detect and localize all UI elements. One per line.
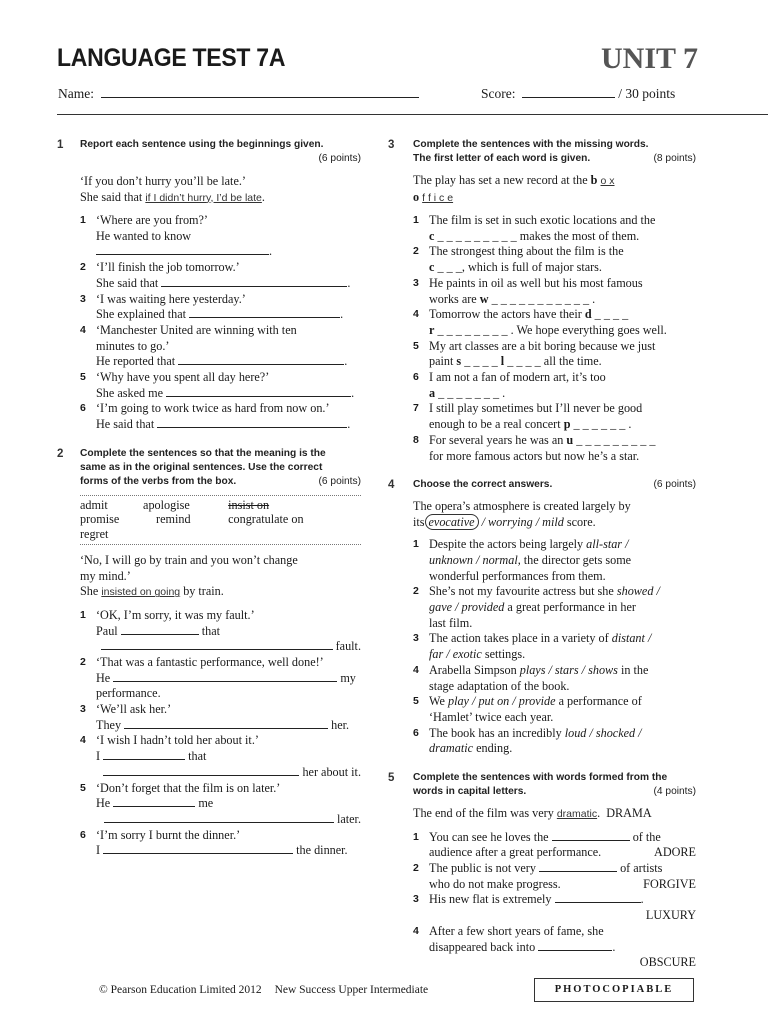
item-text: ending. <box>476 741 513 756</box>
list-item: 6 ‘I’m going to work twice as hard from now on.’ He said that . <box>80 401 361 432</box>
instruction-line: Complete the sentences with words formed from the <box>413 772 668 784</box>
list-item <box>413 924 696 971</box>
section-instruction <box>413 771 696 799</box>
item-number: 1 <box>80 608 86 621</box>
item-text: She’s not my favourite actress but she <box>429 584 614 599</box>
item-number: 5 <box>80 781 86 794</box>
page-title: LANGUAGE TEST 7A <box>57 44 286 72</box>
item-text: in the <box>620 662 649 677</box>
box-word-used: insist on <box>228 497 270 512</box>
item-text: The book has an incredibly <box>429 725 562 740</box>
item-number: 1 <box>413 214 419 226</box>
list-item <box>80 733 361 780</box>
list-item <box>413 726 696 757</box>
instruction-line: Complete the sentences with the missing words. <box>413 139 649 150</box>
section-instruction: Report each sentence using the beginnings given. <box>80 139 324 150</box>
first-letter: l <box>500 354 505 369</box>
item-text: which is full of major stars. <box>467 260 602 275</box>
letter-gaps[interactable]: _ _ _ _ <box>507 354 541 369</box>
item-text: He paints in oil as well but his most famous <box>429 275 643 290</box>
item-text: . <box>640 892 644 907</box>
item-number: 7 <box>413 402 419 415</box>
answer-options[interactable]: all-star / <box>586 537 629 552</box>
item-text: I am not a fan of modern art, it’s too <box>429 370 606 385</box>
footer <box>99 984 428 996</box>
answer-blank[interactable] <box>166 386 351 397</box>
item-number: 2 <box>413 585 419 598</box>
item-number: 3 <box>80 703 86 716</box>
item-number: 1 <box>80 214 86 226</box>
list-item <box>413 892 696 923</box>
item-text: who do not make progress. <box>429 876 561 891</box>
first-letter: s <box>456 354 462 369</box>
section-points: (8 points) <box>653 153 696 164</box>
score-total: / 30 points <box>618 86 676 101</box>
item-lead: They <box>96 717 122 732</box>
capital-word: LUXURY <box>645 908 696 923</box>
course-name: New Success Upper Intermediate <box>274 984 429 996</box>
list-item: 2 ‘I’ll finish the job tomorrow.’ She said that . <box>80 260 361 291</box>
capital-word: OBSCURE <box>639 955 696 970</box>
box-word: remind <box>156 512 191 527</box>
item-end: her about it. <box>302 764 361 779</box>
answer-blank[interactable] <box>189 307 340 318</box>
instruction-line: words in capital letters. <box>413 786 527 798</box>
item-number: 2 <box>80 261 86 274</box>
list-item <box>413 370 696 401</box>
item-lead: He <box>96 796 111 811</box>
item-quote: ‘Where are you from?’ <box>96 213 208 227</box>
left-column <box>57 138 361 871</box>
item-number: 4 <box>413 308 419 321</box>
list-item <box>413 433 696 464</box>
item-text: disappeared back into <box>429 939 536 954</box>
item-quote: ‘Manchester United are winning with ten <box>96 322 297 337</box>
section-number: 1 <box>57 139 64 151</box>
list-item <box>80 781 361 828</box>
list-item <box>413 276 696 307</box>
item-lead: I <box>96 749 101 764</box>
list-item <box>80 655 361 702</box>
list-item <box>80 702 361 733</box>
first-letter: c <box>429 228 435 243</box>
example-answer: if I didn’t hurry, I’d be late <box>145 191 262 204</box>
name-label: Name: <box>58 86 94 101</box>
capital-word: FORGIVE <box>643 876 696 891</box>
letter-gaps[interactable]: _ _ _ _ _ _ _ _ _ <box>437 228 517 243</box>
item-text: the director gets some <box>523 552 632 567</box>
example-answer-circled: evocative <box>425 514 479 530</box>
item-text: a performance of <box>558 694 642 709</box>
first-letter: p <box>563 417 571 432</box>
answer-blank[interactable] <box>552 830 630 841</box>
name-row <box>58 86 419 102</box>
item-lead: She said that <box>96 275 159 290</box>
item-text: ‘Hamlet’ twice each year. <box>429 709 554 724</box>
example <box>80 174 361 206</box>
answer-options[interactable]: loud / shocked / <box>564 725 642 740</box>
item-lead: He said that <box>96 417 155 432</box>
score-row <box>481 86 675 102</box>
item-text: The film is set in such exotic locations and the <box>429 213 656 227</box>
first-letter: u <box>566 432 574 447</box>
section-instruction <box>413 138 696 166</box>
list-item <box>413 244 696 275</box>
item-number: 4 <box>80 734 86 747</box>
list-item <box>413 401 696 432</box>
letter-gaps[interactable]: _ _ _ _ _ _ _ _ _ _ _ . <box>491 291 596 306</box>
item-number: 5 <box>413 695 419 708</box>
example-quote: ‘No, I will go by train and you won’t change <box>80 553 298 568</box>
example-letter: o <box>413 189 420 204</box>
item-lead: He wanted to know <box>96 228 192 243</box>
example-lead: She said that <box>80 189 143 204</box>
item-number: 2 <box>80 655 86 668</box>
item-text: Despite the actors being largely <box>429 537 584 552</box>
item-lead: He <box>96 670 111 685</box>
item-quote: ‘I was waiting here yesterday.’ <box>96 291 246 306</box>
letter-gaps[interactable]: _ _ _, <box>437 260 465 275</box>
item-number: 5 <box>80 371 86 384</box>
answer-blank[interactable] <box>103 749 185 760</box>
example-answer: dramatic <box>556 808 598 821</box>
answer-blank[interactable] <box>113 796 195 807</box>
item-word: the dinner. <box>296 843 348 858</box>
instruction-line: Choose the correct answers. <box>413 479 553 491</box>
item-text: Arabella Simpson <box>429 662 517 677</box>
example-answer: f f i c e <box>422 191 454 204</box>
item-lead: Paul <box>96 623 118 638</box>
photocopiable-label: PHOTOCOPIABLE <box>534 978 694 1002</box>
instruction-line: Complete the sentences so that the meaning is the <box>80 447 326 459</box>
answer-blank[interactable] <box>555 892 641 903</box>
answer-blank[interactable] <box>103 843 293 854</box>
first-letter: d <box>584 307 592 322</box>
item-quote: ‘I’m going to work twice as hard from now on.’ <box>96 401 330 416</box>
example <box>413 499 696 530</box>
answer-blank[interactable] <box>101 639 333 650</box>
item-number: 3 <box>413 276 419 289</box>
item-quote: ‘I wish I hadn’t told her about it.’ <box>96 733 259 748</box>
item-number: 6 <box>80 402 86 415</box>
list-item <box>413 861 696 892</box>
item-number: 6 <box>413 726 419 739</box>
item-lead: She asked me <box>96 385 164 400</box>
item-quote: ‘OK, I’m sorry, it was my fault.’ <box>96 607 255 622</box>
item-number: 6 <box>413 371 419 384</box>
section-points: (4 points) <box>653 786 696 798</box>
item-text: last film. <box>429 615 473 630</box>
list-item <box>413 307 696 338</box>
letter-gaps[interactable]: _ _ _ _ _ _ _ _ . <box>437 322 514 337</box>
list-item: 5 ‘Why have you spent all day here?’ She asked me . <box>80 370 361 401</box>
answer-options[interactable]: showed / <box>616 584 660 599</box>
header-divider <box>57 114 768 115</box>
answer-blank[interactable] <box>103 765 299 776</box>
list-item <box>413 213 696 244</box>
item-number: 5 <box>413 339 419 352</box>
answer-options[interactable]: distant / <box>611 631 652 646</box>
right-column <box>388 138 696 983</box>
item-text: We <box>429 694 445 709</box>
list-item <box>413 694 696 725</box>
item-quote: ‘Don’t forget that the film is on later.’ <box>96 780 281 795</box>
example-answer-line: She said that if I didn’t hurry, I’d be late. <box>80 189 265 204</box>
item-text: for more famous actors but now he’s a star. <box>429 448 640 463</box>
item-text: His new flat is extremely <box>429 892 552 907</box>
box-word: admit <box>80 497 108 512</box>
item-text: For several years he was an <box>429 432 564 447</box>
item-number: 8 <box>413 433 419 446</box>
example-text: The end of the film was very <box>413 806 554 821</box>
example-text: The opera’s atmosphere is created largely by <box>413 499 631 514</box>
item-text: After a few short years of fame, she <box>429 923 604 938</box>
answer-blank[interactable] <box>96 244 269 255</box>
item-quote: ‘That was a fantastic performance, well done!’ <box>96 654 324 669</box>
example-answer: insisted on going <box>101 586 181 599</box>
answer-blank[interactable] <box>157 417 347 428</box>
item-number: 4 <box>413 924 419 937</box>
item-text: paint <box>429 354 454 369</box>
answer-blank[interactable] <box>124 718 328 729</box>
list-item <box>413 631 696 662</box>
example-quote: my mind.’ <box>80 568 131 583</box>
capital-word: ADORE <box>654 845 696 860</box>
first-letter: w <box>479 291 489 306</box>
item-number: 3 <box>413 632 419 645</box>
section-number: 5 <box>388 772 395 785</box>
item-number: 1 <box>413 538 419 551</box>
item-text: of the <box>632 829 661 844</box>
item-end: later. <box>336 811 361 826</box>
section-points: (6 points) <box>318 475 361 487</box>
example: The end of the film was very dramatic. DRAMA <box>413 806 652 821</box>
section-number: 4 <box>388 479 395 492</box>
list-item <box>80 608 361 655</box>
score-label: Score: <box>481 86 516 101</box>
box-word: congratulate on <box>228 512 304 527</box>
item-text: We hope everything goes well. <box>516 322 667 337</box>
letter-gaps[interactable]: _ _ _ _ _ _ _ _ _ <box>576 432 656 447</box>
section-1 <box>57 138 361 433</box>
list-item: 1 ‘Where are you from?’ He wanted to know . <box>80 213 361 260</box>
item-text: all the time. <box>543 354 602 369</box>
item-text: wonderful performances from them. <box>429 568 606 583</box>
answer-blank[interactable] <box>539 861 617 872</box>
item-text: makes the most of them. <box>519 228 640 243</box>
section-number: 2 <box>57 447 64 460</box>
answer-options[interactable]: play / put on / provide <box>447 694 556 709</box>
item-text: a great performance in her <box>507 600 636 615</box>
list-item <box>413 830 696 861</box>
example-text: score. <box>566 514 596 529</box>
score-field[interactable] <box>522 87 615 98</box>
item-end: fault. <box>335 639 361 654</box>
item-quote: ‘I’m sorry I burnt the dinner.’ <box>96 827 241 842</box>
item-number: 6 <box>80 828 86 841</box>
example-text: its <box>413 514 425 529</box>
example-lead: She <box>80 584 99 599</box>
item-lead: She explained that <box>96 307 187 322</box>
word-box <box>80 495 361 546</box>
item-quote: ‘We’ll ask her.’ <box>96 702 172 717</box>
item-number: 1 <box>413 830 419 843</box>
instruction-line: The first letter of each word is given. <box>413 153 591 164</box>
example <box>413 173 696 206</box>
list-item: 4 ‘Manchester United are winning with ten minutes to go.’ He reported that . <box>80 323 361 370</box>
answer-blank[interactable] <box>161 276 347 287</box>
first-letter: r <box>429 322 435 337</box>
item-number: 3 <box>413 893 419 906</box>
item-number: 4 <box>80 323 86 336</box>
item-lead: He reported that <box>96 354 176 369</box>
item-end: performance. <box>96 686 161 701</box>
item-word: her. <box>331 717 350 732</box>
item-quote: minutes to go.’ <box>96 338 170 353</box>
item-word: my <box>340 670 356 685</box>
section-points: (6 points) <box>318 153 361 164</box>
instruction-line: same as in the original sentences. Use the correct <box>80 461 323 473</box>
item-text: . <box>612 939 616 954</box>
letter-gaps[interactable]: _ _ _ _ _ _ . <box>573 417 632 432</box>
item-text: audience after a great performance. <box>429 845 602 860</box>
letter-gaps[interactable]: _ _ _ _ <box>464 354 498 369</box>
answer-options[interactable]: far / exotic <box>429 647 482 662</box>
item-quote: ‘Why have you spent all day here?’ <box>96 370 270 385</box>
list-item <box>413 663 696 694</box>
first-letter: c <box>429 260 435 275</box>
item-text: My art classes are a bit boring because we just <box>429 338 656 353</box>
item-text: The action takes place in a variety of <box>429 631 609 646</box>
example-answer: o x <box>600 175 615 187</box>
item-text: works are <box>429 291 477 306</box>
list-item <box>413 537 696 584</box>
letter-gaps[interactable]: _ _ _ _ <box>594 307 629 322</box>
item-text: The strongest thing about the film is the <box>429 244 624 259</box>
box-word: regret <box>80 526 109 541</box>
answer-blank[interactable] <box>538 940 612 951</box>
section-4 <box>388 478 696 757</box>
first-letter: a <box>429 385 436 400</box>
example <box>80 553 361 601</box>
instruction-line: forms of the verbs from the box. <box>80 475 237 487</box>
answer-blank[interactable] <box>121 624 199 635</box>
item-number: 2 <box>413 862 419 874</box>
answer-blank[interactable] <box>178 354 344 365</box>
list-item <box>80 828 361 859</box>
item-text: The public is not very <box>429 861 536 875</box>
answer-blank[interactable] <box>104 812 334 823</box>
example-options: / worrying / mild <box>481 514 564 529</box>
name-field[interactable] <box>101 87 419 98</box>
example-quote: ‘If you don’t hurry you’ll be late.’ <box>80 174 246 188</box>
item-text: settings. <box>484 647 526 662</box>
item-text: stage adaptation of the book. <box>429 678 570 693</box>
item-lead: I <box>96 843 101 858</box>
item-word: that <box>201 623 221 638</box>
example-letter: b <box>590 173 598 187</box>
item-quote: ‘I’ll finish the job tomorrow.’ <box>96 260 240 275</box>
section-points: (6 points) <box>653 479 696 491</box>
section-number: 3 <box>388 139 395 151</box>
answer-options[interactable]: unknown / normal, <box>429 552 521 567</box>
item-number: 3 <box>80 292 86 305</box>
item-number: 2 <box>413 245 419 258</box>
answer-options[interactable]: dramatic <box>429 741 474 756</box>
example-text: The play has set a new record at the <box>413 173 588 187</box>
section-3 <box>388 138 696 464</box>
item-text: of artists <box>620 861 663 875</box>
item-word: me <box>198 796 214 811</box>
copyright: © Pearson Education Limited 2012 <box>99 984 262 996</box>
section-instruction <box>80 447 361 489</box>
item-number: 4 <box>413 663 419 676</box>
list-item <box>413 584 696 631</box>
letter-gaps[interactable]: _ _ _ _ _ _ _ . <box>438 385 506 400</box>
list-item: 3 ‘I was waiting here yesterday.’ She explained that . <box>80 292 361 323</box>
item-text: I still play sometimes but I’ll never be good <box>429 401 643 416</box>
box-word: apologise <box>143 497 190 512</box>
section-2 <box>57 447 361 859</box>
answer-options[interactable]: gave / provided <box>429 600 505 615</box>
item-word: that <box>188 749 207 764</box>
unit-label: UNIT 7 <box>601 42 698 75</box>
example-end: by train. <box>183 584 224 599</box>
item-text: You can see he loves the <box>429 829 549 844</box>
capital-word: DRAMA <box>606 806 652 821</box>
item-text: enough to be a real concert <box>429 417 561 432</box>
section-5 <box>388 771 696 971</box>
list-item <box>413 339 696 370</box>
answer-options[interactable]: plays / stars / shows <box>519 662 618 677</box>
item-text: Tomorrow the actors have their <box>429 307 582 322</box>
answer-blank[interactable] <box>113 671 337 682</box>
section-instruction <box>413 478 696 492</box>
box-word: promise <box>80 512 120 527</box>
